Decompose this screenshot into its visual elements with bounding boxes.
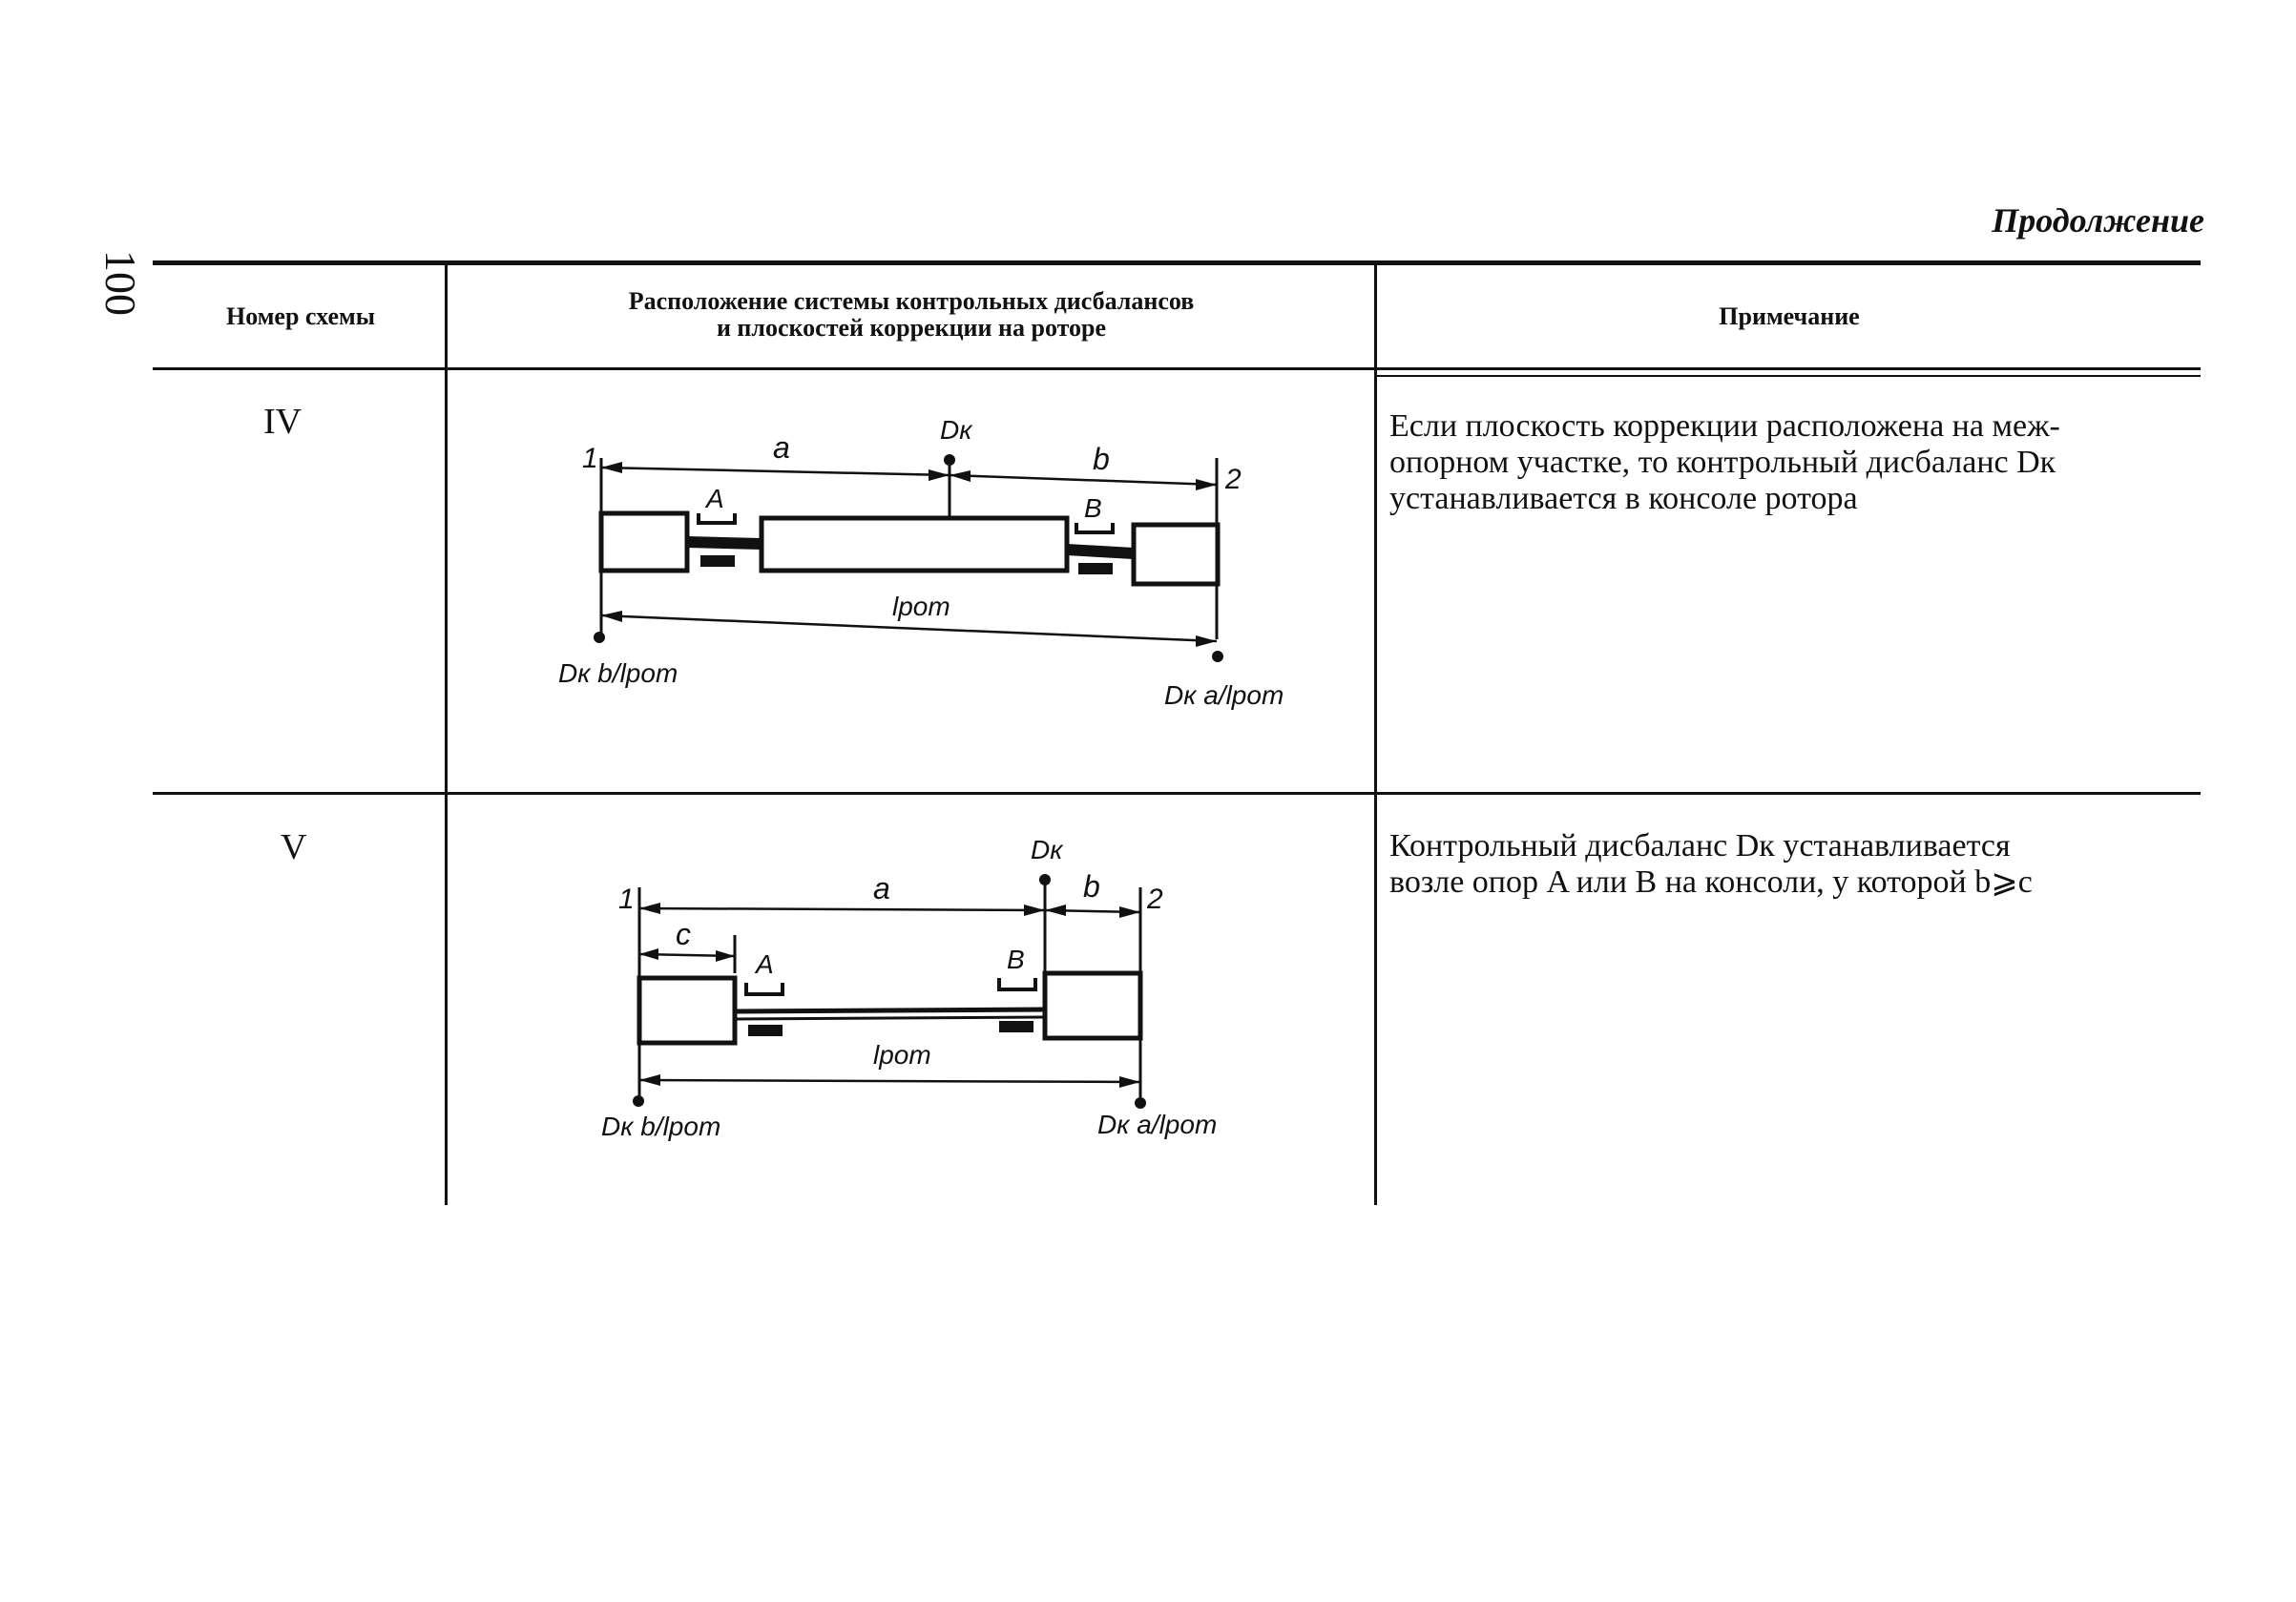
header-location-line1: Расположение системы контрольных дисбалансов bbox=[628, 287, 1195, 315]
diagram-iv-label-1: 1 bbox=[582, 443, 598, 474]
diagram-v-label-lrot: lрот bbox=[873, 1040, 931, 1070]
diagram-v-label-A: A bbox=[756, 949, 774, 979]
diagram-v-label-c: c bbox=[676, 917, 691, 951]
column-divider-1 bbox=[445, 260, 448, 1205]
diagram-iv-label-lrot: lрот bbox=[892, 592, 950, 621]
diagram-v-label-right-bottom: Dк a/lрот bbox=[1097, 1110, 1218, 1139]
column-divider-2 bbox=[1374, 260, 1377, 1205]
rotor-diagram-iv bbox=[534, 401, 1298, 725]
header-bottom-rule-2 bbox=[1374, 375, 2201, 377]
note-iv-line2: опорном участке, то контрольный дисбаланс Dк bbox=[1389, 445, 2056, 480]
diagram-iv-label-a: a bbox=[773, 430, 790, 465]
header-bottom-rule bbox=[153, 367, 2201, 370]
diagram-v-label-2: 2 bbox=[1147, 884, 1163, 915]
header-location-line2: и плоскостей коррекции на роторе bbox=[716, 314, 1107, 342]
diagram-iv-label-left-bottom: Dк b/lрот bbox=[558, 658, 678, 688]
header-note: Примечание bbox=[1719, 302, 1860, 330]
note-v bbox=[1389, 828, 2201, 901]
note-v-line2: возле опор A или B на консоли, у которой b⩾c bbox=[1389, 864, 2033, 900]
diagram-iv-label-dk: Dк bbox=[940, 415, 972, 445]
diagram-v-label-b: b bbox=[1083, 869, 1100, 904]
note-iv-line1: Если плоскость коррекции расположена на меж- bbox=[1389, 408, 2060, 444]
scheme-number-iv: IV bbox=[263, 402, 303, 442]
diagram-v-label-1: 1 bbox=[618, 884, 635, 915]
note-v-line1: Контрольный дисбаланс Dк устанавливается bbox=[1389, 828, 2011, 863]
table-top-rule bbox=[153, 260, 2201, 265]
diagram-iv-label-b: b bbox=[1093, 442, 1110, 476]
rotor-diagram-v bbox=[573, 830, 1260, 1145]
diagram-iv-label-2: 2 bbox=[1225, 464, 1242, 495]
scheme-number-v: V bbox=[281, 827, 307, 867]
continuation-label: Продолжение bbox=[1992, 201, 2204, 239]
page-number: 100 bbox=[96, 250, 145, 316]
header-scheme-number: Номер схемы bbox=[225, 302, 376, 330]
diagram-v-label-dk: Dк bbox=[1031, 835, 1063, 864]
diagram-v-label-a: a bbox=[873, 871, 890, 905]
row-divider bbox=[153, 792, 2201, 795]
diagram-iv-label-right-bottom: Dк a/lрот bbox=[1164, 680, 1284, 710]
diagram-v-label-B: B bbox=[1007, 945, 1025, 974]
note-iv bbox=[1389, 408, 2201, 517]
diagram-iv-label-B: B bbox=[1084, 493, 1102, 523]
diagram-v-label-left-bottom: Dк b/lрот bbox=[601, 1112, 721, 1141]
note-iv-line3: устанавливается в консоле ротора bbox=[1389, 481, 1858, 516]
diagram-iv-label-A: A bbox=[706, 484, 724, 513]
